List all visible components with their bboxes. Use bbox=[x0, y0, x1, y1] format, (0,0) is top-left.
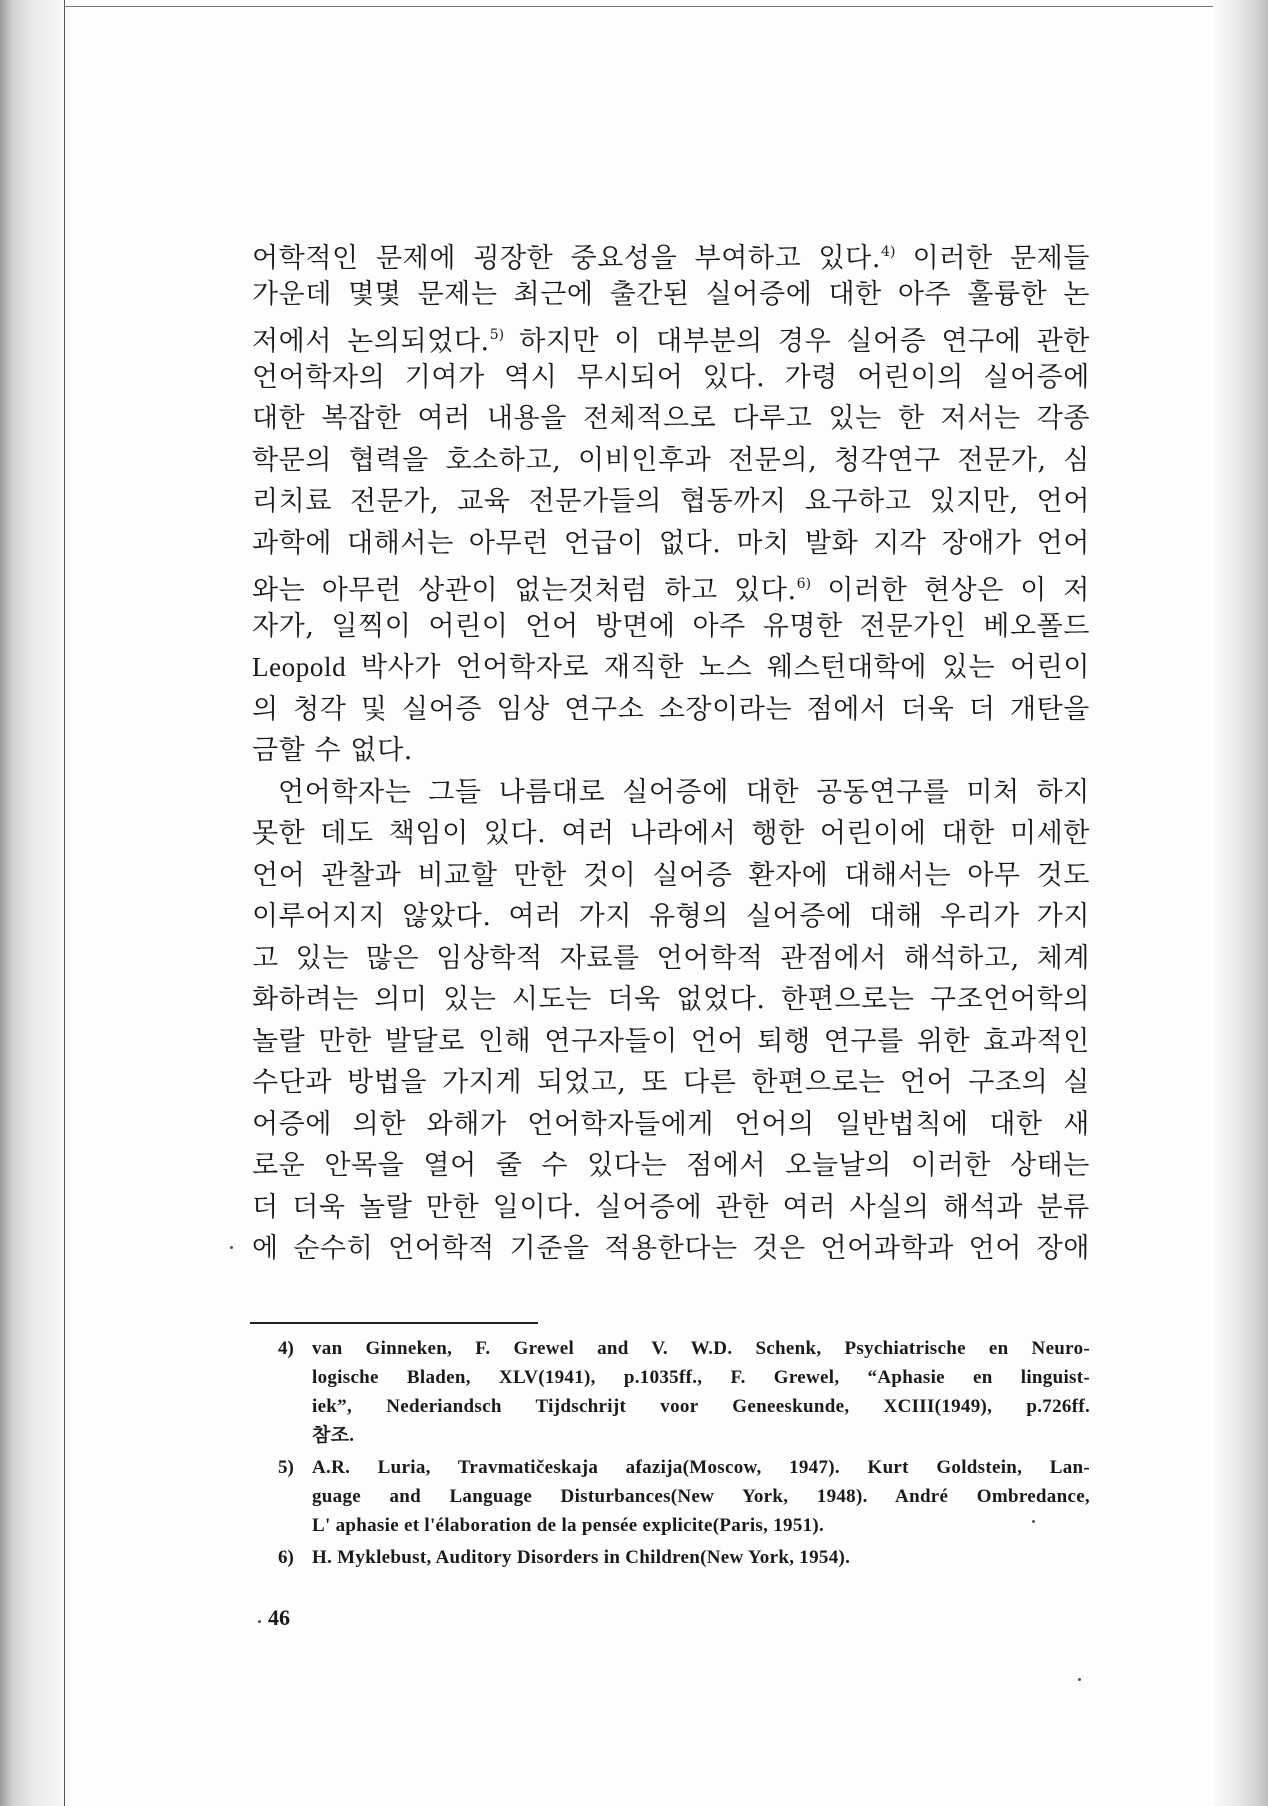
text-line bbox=[252, 1228, 1090, 1270]
line-text: 에 순수히 언어학적 기준을 적용한다는 것은 언어과학과 언어 장애 bbox=[252, 1233, 1090, 1264]
line-text: 와는 아무런 상관이 없는것처럼 하고 있다. bbox=[252, 575, 797, 606]
line-text: 리치료 전문가, 교육 전문가들의 협동까지 요구하고 있지만, 언어 bbox=[252, 486, 1090, 517]
text-line bbox=[252, 689, 1090, 731]
line-text: 금할 수 없다. bbox=[252, 735, 413, 766]
line-text: 더 더욱 놀랄 만한 일이다. 실어증에 관한 여러 사실의 해석과 분류 bbox=[252, 1191, 1090, 1223]
line-text: 의 청각 및 실어증 임상 연구소 소장이라는 점에서 더욱 더 개탄을 bbox=[252, 693, 1090, 725]
line-text: Leopold 박사가 언어학자로 재직한 노스 웨스턴대학에 있는 어린이 bbox=[252, 652, 1090, 682]
line-text: 학문의 협력을 호소하고, 이비인후과 전문의, 청각연구 전문가, 심 bbox=[252, 444, 1090, 476]
line-text: 로운 안목을 열어 줄 수 있다는 점에서 오늘날의 이러한 상태는 bbox=[252, 1150, 1090, 1181]
footnote-number: 5) bbox=[278, 1457, 294, 1478]
line-text-continued: 하지만 이 대부분의 경우 실어증 연구에 관한 bbox=[504, 326, 1090, 357]
line-text: 자가, 일찍이 어린이 언어 방면에 아주 유명한 전문가인 베오폴드 bbox=[252, 610, 1090, 642]
text-line bbox=[252, 730, 1090, 772]
footnote-number: 6) bbox=[278, 1547, 294, 1568]
footnote-line: 참조. bbox=[312, 1425, 355, 1446]
text-line bbox=[252, 1021, 1090, 1063]
line-text: 언어학자의 기여가 역시 무시되어 있다. 가령 어린이의 실어증에 bbox=[252, 361, 1090, 393]
line-text: 어학적인 문제에 굉장한 중요성을 부여하고 있다. bbox=[252, 243, 882, 274]
line-text: 언어학자는 그들 나름대로 실어증에 대한 공동연구를 미처 하지 bbox=[278, 776, 1090, 808]
line-text: 저에서 논의되었다. bbox=[252, 326, 490, 357]
footnote-separator bbox=[250, 1322, 538, 1324]
text-line bbox=[252, 481, 1090, 523]
footnote-line: guage and Language Disturbances(New York, 1948). André Ombredance, bbox=[312, 1486, 1090, 1507]
text-line bbox=[252, 647, 1090, 689]
line-text: 어증에 의한 와해가 언어학자들에게 언어의 일반법칙에 대한 새 bbox=[252, 1108, 1090, 1140]
line-text: 화하려는 의미 있는 시도는 더욱 없었다. 한편으로는 구조언어학의 bbox=[252, 984, 1090, 1015]
footnote-reference[interactable]: 4) bbox=[881, 244, 896, 260]
footnote-line: van Ginneken, F. Grewel and V. W.D. Schenk, Psychiatrische en Neuro- bbox=[312, 1338, 1090, 1359]
text-line bbox=[252, 979, 1090, 1021]
line-text: 놀랄 만한 발달로 인해 연구자들이 언어 퇴행 연구를 위한 효과적인 bbox=[252, 1025, 1090, 1057]
text-line bbox=[252, 1187, 1090, 1229]
text-line bbox=[252, 523, 1090, 565]
line-text: 가운데 몇몇 문제는 최근에 출간된 실어증에 대한 아주 훌륭한 논 bbox=[252, 278, 1090, 310]
text-line bbox=[252, 1104, 1090, 1146]
line-text: 과학에 대해서는 아무런 언급이 없다. 마치 발화 지각 장애가 언어 bbox=[252, 527, 1090, 559]
text-line bbox=[252, 564, 1090, 606]
line-text: 언어 관찰과 비교할 만한 것이 실어증 환자에 대해서는 아무 것도 bbox=[252, 859, 1090, 891]
text-line bbox=[252, 315, 1090, 357]
text-line bbox=[252, 440, 1090, 482]
text-line bbox=[252, 398, 1090, 440]
footnote-6 bbox=[278, 1543, 1090, 1572]
footnote-line: iek”, Nederiandsch Tijdschrijt voor Geneeskunde, XCIII(1949), p.726ff. bbox=[312, 1396, 1090, 1417]
paragraph-start-line bbox=[252, 772, 1090, 814]
text-line bbox=[252, 938, 1090, 980]
footnote-4 bbox=[278, 1334, 1090, 1450]
footnote-line: H. Myklebust, Auditory Disorders in Children(New York, 1954). bbox=[312, 1547, 851, 1568]
scan-speck bbox=[1032, 1520, 1035, 1523]
footnote-number: 4) bbox=[278, 1338, 294, 1359]
footnotes bbox=[278, 1334, 1090, 1575]
text-line bbox=[252, 1145, 1090, 1187]
text-line bbox=[252, 232, 1090, 274]
footnote-line: A.R. Luria, Travmatičeskaja afazija(Moscow, 1947). Kurt Goldstein, Lan- bbox=[312, 1457, 1090, 1478]
page-number: 46 bbox=[268, 1605, 290, 1630]
text-line bbox=[252, 274, 1090, 316]
footnote-reference[interactable]: 6) bbox=[796, 576, 812, 592]
line-text: 고 있는 많은 임상학적 자료를 언어학적 관점에서 해석하고, 체계 bbox=[252, 942, 1090, 974]
scan-speck bbox=[230, 1246, 233, 1249]
text-line bbox=[252, 357, 1090, 399]
text-line bbox=[252, 896, 1090, 938]
line-text-continued: 이러한 현상은 이 저 bbox=[811, 575, 1090, 606]
footnote-line: L' aphasie et l'élaboration de la pensée explicite(Paris, 1951). bbox=[312, 1515, 825, 1536]
line-text: 대한 복잡한 여러 내용을 전체적으로 다루고 있는 한 저서는 각종 bbox=[252, 403, 1090, 434]
footnote-line: logische Bladen, XLV(1941), p.1035ff., F. Grewel, “Aphasie en linguist- bbox=[312, 1367, 1090, 1388]
scan-speck bbox=[1078, 1678, 1081, 1681]
text-line bbox=[252, 1062, 1090, 1104]
line-text: 이루어지지 않았다. 여러 가지 유형의 실어증에 대해 우리가 가지 bbox=[252, 901, 1090, 932]
text-line bbox=[252, 855, 1090, 897]
text-line bbox=[252, 813, 1090, 855]
line-text: 수단과 방법을 가지게 되었고, 또 다른 한편으로는 언어 구조의 실 bbox=[252, 1067, 1090, 1098]
line-text: 못한 데도 책임이 있다. 여러 나라에서 행한 어린이에 대한 미세한 bbox=[252, 818, 1090, 849]
footnote-5 bbox=[278, 1453, 1090, 1540]
scan-speck bbox=[258, 1620, 261, 1623]
line-text-continued: 이러한 문제들 bbox=[895, 243, 1090, 274]
footnote-reference[interactable]: 5) bbox=[489, 327, 505, 343]
text-line bbox=[252, 606, 1090, 648]
body-text bbox=[252, 232, 1090, 1270]
